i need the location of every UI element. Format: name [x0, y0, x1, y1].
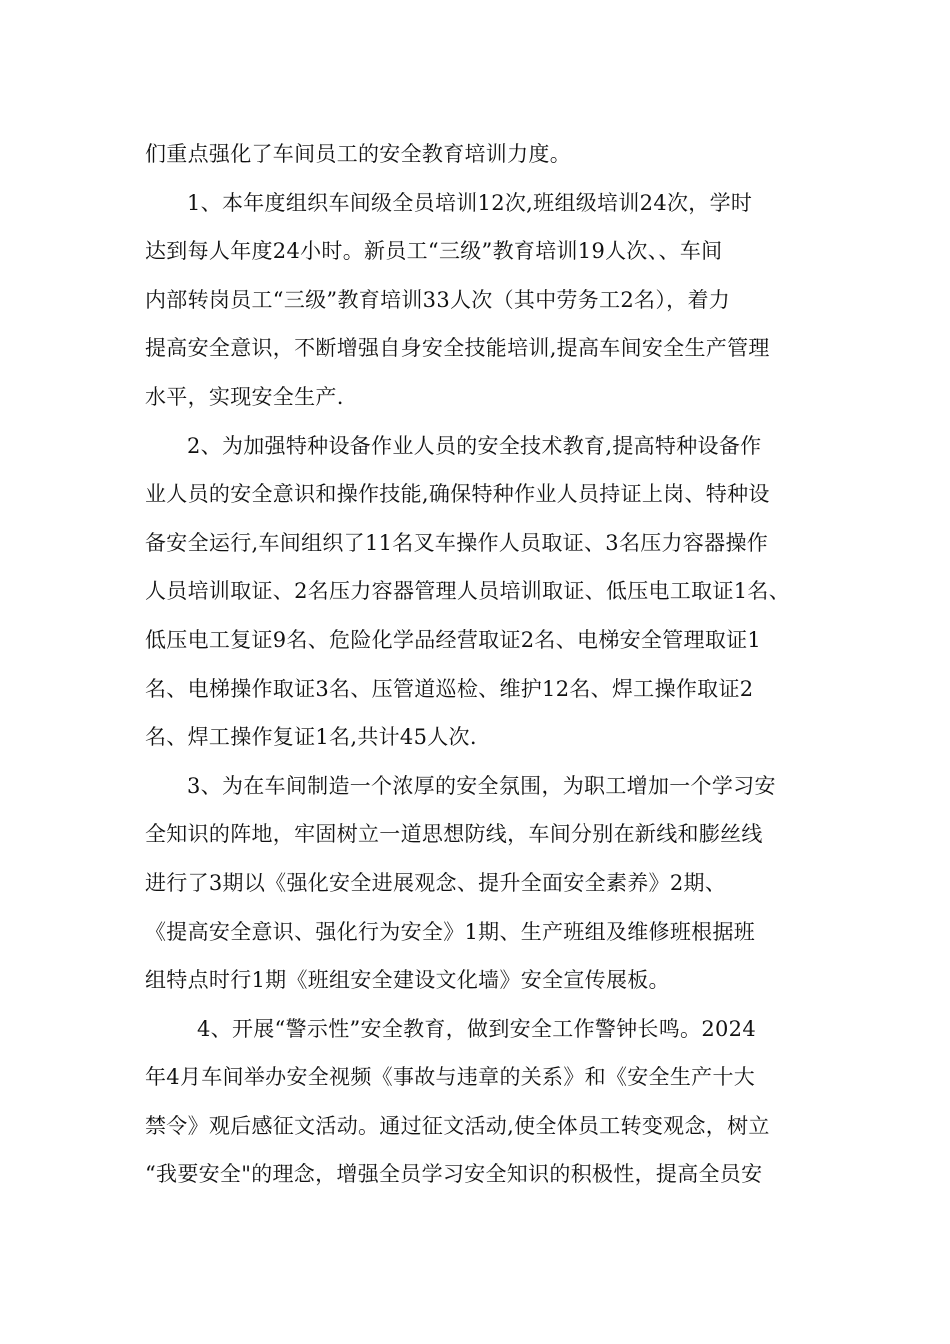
- text-line: 1、本年度组织车间级全员培训12次,班组级培训24次，学时: [187, 190, 753, 215]
- text-line: 4、开展“警示性”安全教育，做到安全工作警钟长鸣。2024: [197, 1016, 756, 1041]
- text-line: 进行了3期以《强化安全进展观念、提升全面安全素养》2期、: [145, 870, 727, 895]
- text-line: 达到每人年度24小时。新员工“三级”教育培训19人次、、车间: [145, 239, 723, 264]
- text-line: 名、焊工操作复证1名,共计45人次.: [145, 725, 477, 750]
- text-line: 全知识的阵地，牢固树立一道思想防线，车间分别在新线和膨丝线: [145, 822, 763, 847]
- text-line: 水平，实现安全生产.: [145, 384, 344, 409]
- text-line: 备安全运行,车间组织了11名叉车操作人员取证、3名压力容器操作: [145, 530, 769, 555]
- paragraph-item-4: [145, 1005, 815, 1199]
- text-line: 年4月车间举办安全视频《事故与违章的关系》和《安全生产十大: [145, 1065, 756, 1090]
- text-line: 低压电工复证9名、危险化学品经营取证2名、电梯安全管理取证1: [145, 627, 762, 652]
- text-line: 名、电梯操作取证3名、压管道巡检、维护12名、焊工操作取证2: [145, 676, 754, 701]
- document-body: [145, 130, 815, 1199]
- text-line: 们重点强化了车间员工的安全教育培训力度。: [145, 142, 571, 166]
- text-line: “我要安全"的理念，增强全员学习安全知识的积极性，提高全员安: [145, 1162, 763, 1187]
- text-line: 业人员的安全意识和操作技能,确保特种作业人员持证上岗、特种设: [145, 482, 770, 507]
- paragraph-item-2: [145, 422, 815, 762]
- text-line: 禁令》观后感征文活动。通过征文活动,使全体员工转变观念，树立: [145, 1113, 770, 1138]
- paragraph-item-1: [145, 179, 815, 422]
- text-line: 人员培训取证、2名压力容器管理人员培训取证、低压电工取证1名、: [145, 579, 791, 604]
- text-line: 3、为在车间制造一个浓厚的安全氛围，为职工增加一个学习安: [187, 773, 776, 798]
- text-line: 2、为加强特种设备作业人员的安全技术教育,提高特种设备作: [187, 433, 762, 458]
- text-line: 组特点时行1期《班组安全建设文化墙》安全宣传展板。: [145, 968, 670, 993]
- text-line: 内部转岗员工“三级”教育培训33人次（其中劳务工2名），着力: [145, 287, 731, 312]
- text-line: 提高安全意识，不断增强自身安全技能培训,提高车间安全生产管理: [145, 336, 770, 361]
- paragraph-item-3: [145, 762, 815, 1005]
- paragraph-training-intro: [145, 130, 815, 179]
- text-line: 《提高安全意识、强化行为安全》1期、生产班组及维修班根据班: [145, 919, 756, 944]
